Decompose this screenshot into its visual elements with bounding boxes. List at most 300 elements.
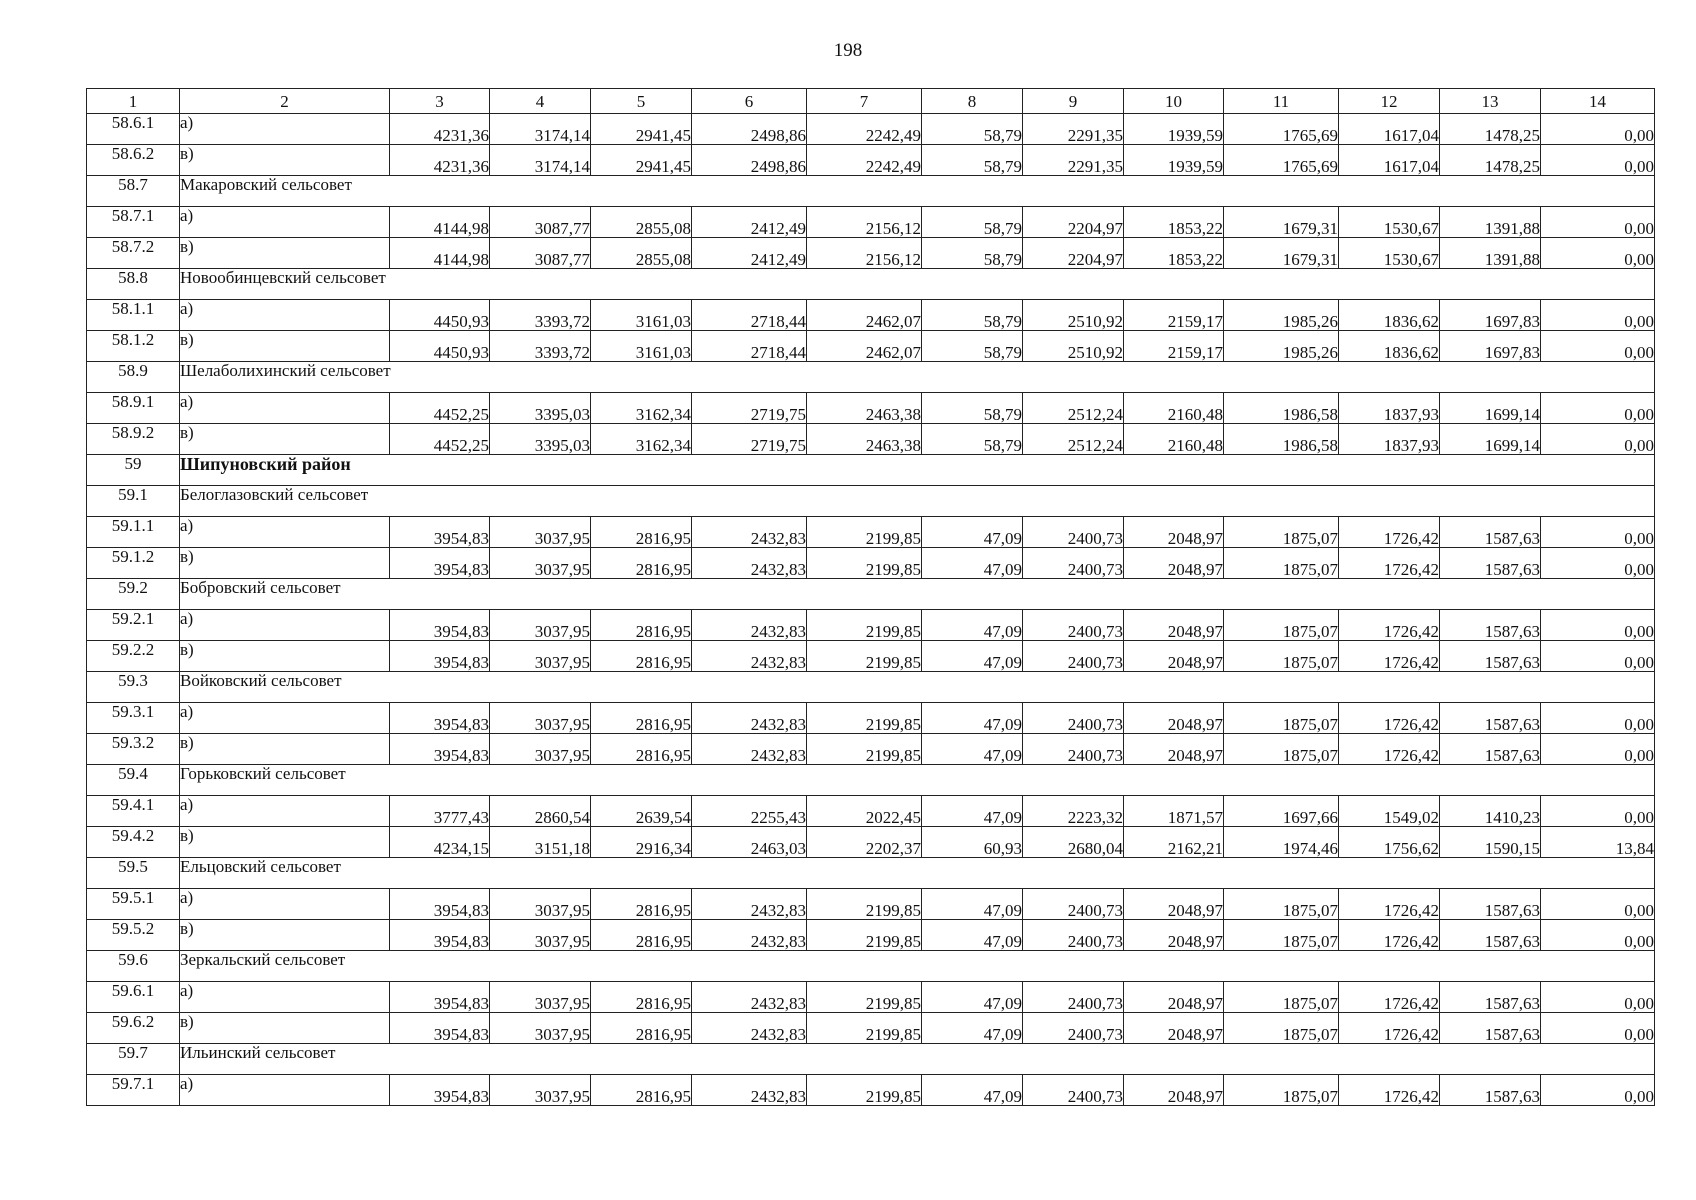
value-cell: 1587,63 xyxy=(1440,889,1541,920)
settlement-name: Зеркальский сельсовет xyxy=(180,951,1655,982)
value-cell: 2432,83 xyxy=(692,517,807,548)
value-cell: 1875,07 xyxy=(1224,889,1339,920)
value-cell: 47,09 xyxy=(922,517,1023,548)
value-cell: 0,00 xyxy=(1541,610,1655,641)
value-cell: 2199,85 xyxy=(807,548,922,579)
value-cell: 1410,23 xyxy=(1440,796,1541,827)
value-cell: 58,79 xyxy=(922,114,1023,145)
value-cell: 47,09 xyxy=(922,703,1023,734)
value-cell: 1837,93 xyxy=(1339,393,1440,424)
row-code: 58.8 xyxy=(87,269,180,300)
value-cell: 4144,98 xyxy=(390,207,490,238)
row-code: 58.7.1 xyxy=(87,207,180,238)
value-cell: 3393,72 xyxy=(490,331,591,362)
value-cell: 1530,67 xyxy=(1339,207,1440,238)
value-cell: 58,79 xyxy=(922,238,1023,269)
value-cell: 1837,93 xyxy=(1339,424,1440,455)
table-row xyxy=(87,300,1655,331)
value-cell: 2941,45 xyxy=(591,145,692,176)
value-cell: 1836,62 xyxy=(1339,331,1440,362)
value-cell: 1478,25 xyxy=(1440,145,1541,176)
table-row xyxy=(87,238,1655,269)
value-cell: 2199,85 xyxy=(807,517,922,548)
value-cell: 2400,73 xyxy=(1023,703,1124,734)
value-cell: 0,00 xyxy=(1541,393,1655,424)
value-cell: 3954,83 xyxy=(390,641,490,672)
value-cell: 2156,12 xyxy=(807,207,922,238)
value-cell: 1974,46 xyxy=(1224,827,1339,858)
value-cell: 2400,73 xyxy=(1023,734,1124,765)
value-cell: 1726,42 xyxy=(1339,703,1440,734)
row-label: в) xyxy=(180,548,390,579)
value-cell: 4234,15 xyxy=(390,827,490,858)
value-cell: 2400,73 xyxy=(1023,610,1124,641)
row-code: 59.7 xyxy=(87,1044,180,1075)
value-cell: 1871,57 xyxy=(1124,796,1224,827)
value-cell: 2432,83 xyxy=(692,734,807,765)
column-header: 10 xyxy=(1124,89,1224,114)
value-cell: 1726,42 xyxy=(1339,889,1440,920)
row-code: 59.3 xyxy=(87,672,180,703)
value-cell: 2512,24 xyxy=(1023,393,1124,424)
value-cell: 2199,85 xyxy=(807,641,922,672)
settlement-name: Белоглазовский сельсовет xyxy=(180,486,1655,517)
value-cell: 1875,07 xyxy=(1224,517,1339,548)
value-cell: 1587,63 xyxy=(1440,1075,1541,1106)
row-label: а) xyxy=(180,393,390,424)
settlement-row xyxy=(87,176,1655,207)
value-cell: 3037,95 xyxy=(490,1013,591,1044)
value-cell: 3037,95 xyxy=(490,703,591,734)
settlement-name: Бобровский сельсовет xyxy=(180,579,1655,610)
table-row xyxy=(87,331,1655,362)
row-code: 59.1.2 xyxy=(87,548,180,579)
value-cell: 0,00 xyxy=(1541,703,1655,734)
value-cell: 1875,07 xyxy=(1224,703,1339,734)
value-cell: 2400,73 xyxy=(1023,641,1124,672)
value-cell: 3954,83 xyxy=(390,920,490,951)
value-cell: 3037,95 xyxy=(490,1075,591,1106)
row-label: а) xyxy=(180,889,390,920)
value-cell: 2400,73 xyxy=(1023,1013,1124,1044)
value-cell: 1875,07 xyxy=(1224,982,1339,1013)
value-cell: 2048,97 xyxy=(1124,548,1224,579)
value-cell: 3954,83 xyxy=(390,517,490,548)
column-header: 6 xyxy=(692,89,807,114)
row-label: а) xyxy=(180,517,390,548)
table-row xyxy=(87,734,1655,765)
value-cell: 2242,49 xyxy=(807,145,922,176)
value-cell: 2498,86 xyxy=(692,114,807,145)
settlement-row xyxy=(87,765,1655,796)
row-code: 58.6.2 xyxy=(87,145,180,176)
value-cell: 3174,14 xyxy=(490,114,591,145)
value-cell: 3161,03 xyxy=(591,300,692,331)
value-cell: 0,00 xyxy=(1541,1075,1655,1106)
value-cell: 2498,86 xyxy=(692,145,807,176)
row-code: 59.2.2 xyxy=(87,641,180,672)
value-cell: 47,09 xyxy=(922,796,1023,827)
value-cell: 2719,75 xyxy=(692,424,807,455)
settlement-name: Ильинский сельсовет xyxy=(180,1044,1655,1075)
row-code: 59.3.2 xyxy=(87,734,180,765)
value-cell: 2048,97 xyxy=(1124,703,1224,734)
table-row xyxy=(87,827,1655,858)
value-cell: 3162,34 xyxy=(591,393,692,424)
value-cell: 2400,73 xyxy=(1023,920,1124,951)
value-cell: 2860,54 xyxy=(490,796,591,827)
value-cell: 2199,85 xyxy=(807,703,922,734)
value-cell: 3161,03 xyxy=(591,331,692,362)
table-row xyxy=(87,641,1655,672)
value-cell: 3037,95 xyxy=(490,734,591,765)
value-cell: 2199,85 xyxy=(807,889,922,920)
value-cell: 2680,04 xyxy=(1023,827,1124,858)
value-cell: 3037,95 xyxy=(490,889,591,920)
settlement-name: Шелаболихинский сельсовет xyxy=(180,362,1655,393)
value-cell: 58,79 xyxy=(922,145,1023,176)
row-code: 59.5 xyxy=(87,858,180,889)
column-header: 13 xyxy=(1440,89,1541,114)
value-cell: 1587,63 xyxy=(1440,734,1541,765)
value-cell: 47,09 xyxy=(922,734,1023,765)
value-cell: 4231,36 xyxy=(390,114,490,145)
table-row xyxy=(87,424,1655,455)
value-cell: 1875,07 xyxy=(1224,920,1339,951)
row-code: 58.1.2 xyxy=(87,331,180,362)
row-code: 58.7 xyxy=(87,176,180,207)
value-cell: 2432,83 xyxy=(692,1013,807,1044)
table-row xyxy=(87,1075,1655,1106)
value-cell: 2291,35 xyxy=(1023,114,1124,145)
row-code: 59.2 xyxy=(87,579,180,610)
value-cell: 1587,63 xyxy=(1440,641,1541,672)
value-cell: 0,00 xyxy=(1541,796,1655,827)
row-label: в) xyxy=(180,920,390,951)
value-cell: 2432,83 xyxy=(692,548,807,579)
header-row xyxy=(87,89,1655,114)
row-label: а) xyxy=(180,703,390,734)
value-cell: 0,00 xyxy=(1541,145,1655,176)
value-cell: 4231,36 xyxy=(390,145,490,176)
row-code: 59.6.2 xyxy=(87,1013,180,1044)
settlement-row xyxy=(87,951,1655,982)
value-cell: 0,00 xyxy=(1541,238,1655,269)
value-cell: 2048,97 xyxy=(1124,982,1224,1013)
row-code: 59.3.1 xyxy=(87,703,180,734)
value-cell: 3037,95 xyxy=(490,610,591,641)
settlement-name: Макаровский сельсовет xyxy=(180,176,1655,207)
value-cell: 3037,95 xyxy=(490,548,591,579)
value-cell: 2048,97 xyxy=(1124,1075,1224,1106)
value-cell: 4450,93 xyxy=(390,300,490,331)
value-cell: 1679,31 xyxy=(1224,238,1339,269)
value-cell: 0,00 xyxy=(1541,517,1655,548)
value-cell: 2199,85 xyxy=(807,1013,922,1044)
value-cell: 2816,95 xyxy=(591,734,692,765)
value-cell: 2022,45 xyxy=(807,796,922,827)
value-cell: 0,00 xyxy=(1541,331,1655,362)
value-cell: 0,00 xyxy=(1541,641,1655,672)
value-cell: 58,79 xyxy=(922,331,1023,362)
value-cell: 2159,17 xyxy=(1124,331,1224,362)
value-cell: 3393,72 xyxy=(490,300,591,331)
table-body xyxy=(87,89,1655,1106)
value-cell: 1391,88 xyxy=(1440,238,1541,269)
row-label: в) xyxy=(180,1013,390,1044)
value-cell: 2400,73 xyxy=(1023,889,1124,920)
value-cell: 2432,83 xyxy=(692,982,807,1013)
table-row xyxy=(87,703,1655,734)
value-cell: 47,09 xyxy=(922,920,1023,951)
table-row xyxy=(87,145,1655,176)
value-cell: 2048,97 xyxy=(1124,889,1224,920)
row-code: 58.6.1 xyxy=(87,114,180,145)
value-cell: 3954,83 xyxy=(390,548,490,579)
value-cell: 47,09 xyxy=(922,889,1023,920)
value-cell: 2512,24 xyxy=(1023,424,1124,455)
row-label: в) xyxy=(180,827,390,858)
value-cell: 2223,32 xyxy=(1023,796,1124,827)
row-code: 59 xyxy=(87,455,180,486)
value-cell: 1726,42 xyxy=(1339,1013,1440,1044)
value-cell: 2639,54 xyxy=(591,796,692,827)
value-cell: 2242,49 xyxy=(807,114,922,145)
value-cell: 3037,95 xyxy=(490,982,591,1013)
value-cell: 3954,83 xyxy=(390,889,490,920)
value-cell: 2160,48 xyxy=(1124,393,1224,424)
value-cell: 1587,63 xyxy=(1440,703,1541,734)
value-cell: 1765,69 xyxy=(1224,145,1339,176)
value-cell: 1836,62 xyxy=(1339,300,1440,331)
value-cell: 1587,63 xyxy=(1440,517,1541,548)
value-cell: 3954,83 xyxy=(390,610,490,641)
value-cell: 1587,63 xyxy=(1440,610,1541,641)
value-cell: 2048,97 xyxy=(1124,920,1224,951)
value-cell: 2291,35 xyxy=(1023,145,1124,176)
value-cell: 1587,63 xyxy=(1440,548,1541,579)
row-code: 59.5.1 xyxy=(87,889,180,920)
value-cell: 2400,73 xyxy=(1023,1075,1124,1106)
value-cell: 58,79 xyxy=(922,300,1023,331)
value-cell: 2204,97 xyxy=(1023,207,1124,238)
value-cell: 58,79 xyxy=(922,424,1023,455)
row-code: 59.5.2 xyxy=(87,920,180,951)
value-cell: 1875,07 xyxy=(1224,1075,1339,1106)
value-cell: 2463,38 xyxy=(807,424,922,455)
value-cell: 2156,12 xyxy=(807,238,922,269)
value-cell: 1875,07 xyxy=(1224,1013,1339,1044)
value-cell: 1875,07 xyxy=(1224,610,1339,641)
value-cell: 1939,59 xyxy=(1124,145,1224,176)
value-cell: 1617,04 xyxy=(1339,145,1440,176)
value-cell: 2510,92 xyxy=(1023,300,1124,331)
value-cell: 1699,14 xyxy=(1440,393,1541,424)
value-cell: 58,79 xyxy=(922,393,1023,424)
row-code: 59.7.1 xyxy=(87,1075,180,1106)
value-cell: 2855,08 xyxy=(591,207,692,238)
row-label: а) xyxy=(180,796,390,827)
value-cell: 3395,03 xyxy=(490,393,591,424)
table-row xyxy=(87,982,1655,1013)
value-cell: 2048,97 xyxy=(1124,1013,1224,1044)
value-cell: 47,09 xyxy=(922,1013,1023,1044)
value-cell: 2048,97 xyxy=(1124,641,1224,672)
value-cell: 2463,03 xyxy=(692,827,807,858)
value-cell: 1853,22 xyxy=(1124,238,1224,269)
value-cell: 47,09 xyxy=(922,982,1023,1013)
settlement-row xyxy=(87,858,1655,889)
value-cell: 1726,42 xyxy=(1339,610,1440,641)
value-cell: 1697,83 xyxy=(1440,331,1541,362)
row-code: 58.9.2 xyxy=(87,424,180,455)
value-cell: 0,00 xyxy=(1541,920,1655,951)
value-cell: 2162,21 xyxy=(1124,827,1224,858)
value-cell: 3037,95 xyxy=(490,517,591,548)
value-cell: 0,00 xyxy=(1541,982,1655,1013)
column-header: 11 xyxy=(1224,89,1339,114)
row-code: 58.9.1 xyxy=(87,393,180,424)
value-cell: 3162,34 xyxy=(591,424,692,455)
value-cell: 1986,58 xyxy=(1224,393,1339,424)
value-cell: 2400,73 xyxy=(1023,982,1124,1013)
value-cell: 2199,85 xyxy=(807,920,922,951)
table-row xyxy=(87,207,1655,238)
value-cell: 1726,42 xyxy=(1339,920,1440,951)
value-cell: 58,79 xyxy=(922,207,1023,238)
value-cell: 1699,14 xyxy=(1440,424,1541,455)
value-cell: 2855,08 xyxy=(591,238,692,269)
value-cell: 2199,85 xyxy=(807,610,922,641)
settlement-row xyxy=(87,579,1655,610)
value-cell: 2718,44 xyxy=(692,300,807,331)
value-cell: 1985,26 xyxy=(1224,300,1339,331)
value-cell: 0,00 xyxy=(1541,207,1655,238)
column-header: 7 xyxy=(807,89,922,114)
settlement-name: Ельцовский сельсовет xyxy=(180,858,1655,889)
table-row xyxy=(87,393,1655,424)
row-label: в) xyxy=(180,145,390,176)
value-cell: 1391,88 xyxy=(1440,207,1541,238)
value-cell: 3087,77 xyxy=(490,207,591,238)
settlement-row xyxy=(87,672,1655,703)
value-cell: 3954,83 xyxy=(390,1075,490,1106)
value-cell: 0,00 xyxy=(1541,424,1655,455)
value-cell: 3174,14 xyxy=(490,145,591,176)
value-cell: 2941,45 xyxy=(591,114,692,145)
tariff-table xyxy=(86,88,1655,1106)
value-cell: 47,09 xyxy=(922,641,1023,672)
table-row xyxy=(87,1013,1655,1044)
settlement-row xyxy=(87,486,1655,517)
value-cell: 1726,42 xyxy=(1339,1075,1440,1106)
value-cell: 13,84 xyxy=(1541,827,1655,858)
table-row xyxy=(87,796,1655,827)
value-cell: 2160,48 xyxy=(1124,424,1224,455)
value-cell: 2048,97 xyxy=(1124,517,1224,548)
settlement-name: Новообинцевский сельсовет xyxy=(180,269,1655,300)
value-cell: 0,00 xyxy=(1541,548,1655,579)
value-cell: 1587,63 xyxy=(1440,920,1541,951)
value-cell: 1726,42 xyxy=(1339,641,1440,672)
value-cell: 1726,42 xyxy=(1339,734,1440,765)
value-cell: 1985,26 xyxy=(1224,331,1339,362)
value-cell: 60,93 xyxy=(922,827,1023,858)
value-cell: 2202,37 xyxy=(807,827,922,858)
value-cell: 2816,95 xyxy=(591,920,692,951)
value-cell: 4452,25 xyxy=(390,393,490,424)
value-cell: 2816,95 xyxy=(591,889,692,920)
value-cell: 2400,73 xyxy=(1023,548,1124,579)
value-cell: 3777,43 xyxy=(390,796,490,827)
row-label: в) xyxy=(180,424,390,455)
value-cell: 2462,07 xyxy=(807,300,922,331)
value-cell: 2816,95 xyxy=(591,1075,692,1106)
value-cell: 2719,75 xyxy=(692,393,807,424)
row-code: 59.2.1 xyxy=(87,610,180,641)
column-header: 8 xyxy=(922,89,1023,114)
value-cell: 1679,31 xyxy=(1224,207,1339,238)
page-number: 198 xyxy=(833,40,863,61)
row-label: а) xyxy=(180,114,390,145)
value-cell: 1478,25 xyxy=(1440,114,1541,145)
value-cell: 2199,85 xyxy=(807,734,922,765)
value-cell: 1726,42 xyxy=(1339,548,1440,579)
row-label: а) xyxy=(180,207,390,238)
row-code: 58.9 xyxy=(87,362,180,393)
value-cell: 4452,25 xyxy=(390,424,490,455)
table-row xyxy=(87,548,1655,579)
row-code: 59.4.1 xyxy=(87,796,180,827)
district-row xyxy=(87,455,1655,486)
value-cell: 1986,58 xyxy=(1224,424,1339,455)
value-cell: 2199,85 xyxy=(807,982,922,1013)
value-cell: 2718,44 xyxy=(692,331,807,362)
value-cell: 2412,49 xyxy=(692,238,807,269)
value-cell: 2510,92 xyxy=(1023,331,1124,362)
value-cell: 2816,95 xyxy=(591,641,692,672)
value-cell: 2432,83 xyxy=(692,610,807,641)
value-cell: 1726,42 xyxy=(1339,982,1440,1013)
table-row xyxy=(87,517,1655,548)
value-cell: 3087,77 xyxy=(490,238,591,269)
value-cell: 2432,83 xyxy=(692,889,807,920)
value-cell: 2916,34 xyxy=(591,827,692,858)
value-cell: 1853,22 xyxy=(1124,207,1224,238)
table-row xyxy=(87,610,1655,641)
value-cell: 3954,83 xyxy=(390,982,490,1013)
row-code: 59.4.2 xyxy=(87,827,180,858)
value-cell: 4144,98 xyxy=(390,238,490,269)
settlement-row xyxy=(87,362,1655,393)
row-code: 58.7.2 xyxy=(87,238,180,269)
value-cell: 2432,83 xyxy=(692,920,807,951)
value-cell: 1587,63 xyxy=(1440,1013,1541,1044)
value-cell: 1875,07 xyxy=(1224,734,1339,765)
value-cell: 1697,66 xyxy=(1224,796,1339,827)
value-cell: 0,00 xyxy=(1541,1013,1655,1044)
settlement-row xyxy=(87,269,1655,300)
value-cell: 1875,07 xyxy=(1224,548,1339,579)
table-row xyxy=(87,114,1655,145)
row-label: а) xyxy=(180,982,390,1013)
value-cell: 1590,15 xyxy=(1440,827,1541,858)
column-header: 4 xyxy=(490,89,591,114)
value-cell: 1587,63 xyxy=(1440,982,1541,1013)
value-cell: 1617,04 xyxy=(1339,114,1440,145)
value-cell: 2048,97 xyxy=(1124,610,1224,641)
column-header: 1 xyxy=(87,89,180,114)
